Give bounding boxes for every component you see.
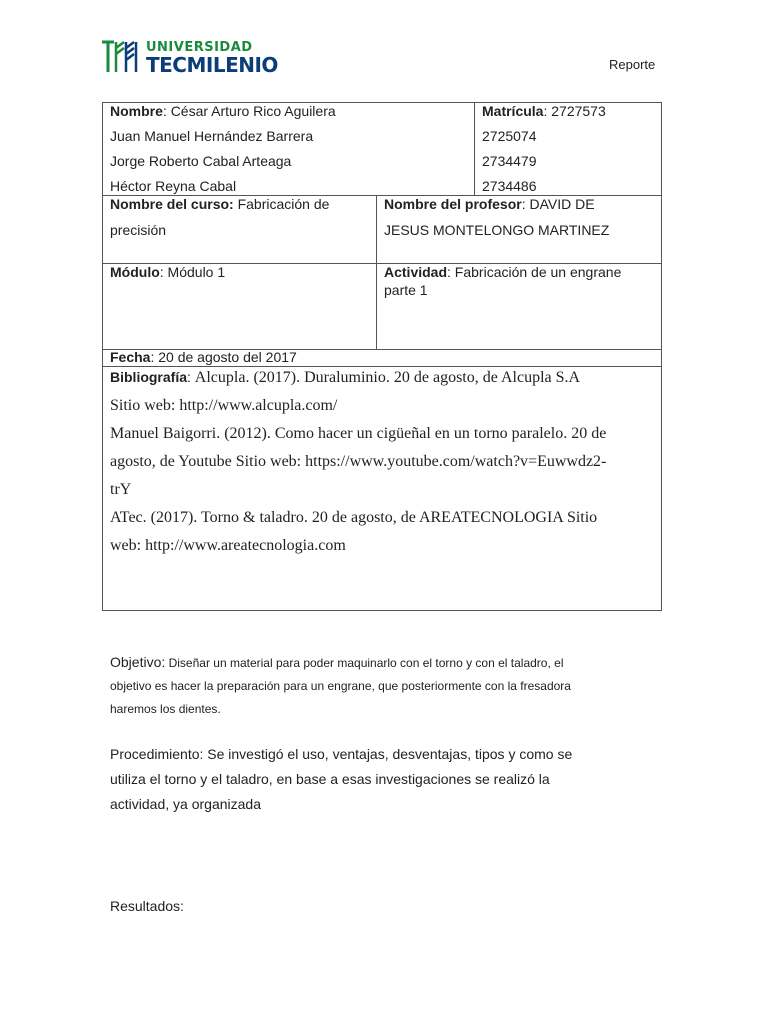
curso-value-2: precisión <box>110 222 167 238</box>
objetivo-section <box>110 650 650 721</box>
fecha-label: Fecha <box>110 349 151 365</box>
nombre-2: Juan Manuel Hernández Barrera <box>110 128 314 144</box>
objetivo-label: Objetivo: <box>110 654 166 670</box>
biblio-line-5: trY <box>110 481 132 498</box>
logo-text-top: UNIVERSIDAD <box>146 40 253 55</box>
col-divider <box>376 195 377 350</box>
procedimiento-line-3: actividad, ya organizada <box>110 796 261 812</box>
curso-label: Nombre del curso: <box>110 196 234 212</box>
nombre-label: Nombre <box>110 103 163 119</box>
biblio-line-7: web: http://www.areatecnologia.com <box>110 537 346 554</box>
matricula-2: 2725074 <box>482 128 537 144</box>
actividad-value-2: parte 1 <box>384 282 428 298</box>
nombre-3: Jorge Roberto Cabal Arteaga <box>110 153 292 169</box>
matricula-4: 2734486 <box>482 178 537 194</box>
modulo-label: Módulo <box>110 264 160 280</box>
profesor-value-1: DAVID DE <box>529 196 595 212</box>
objetivo-line-1: Diseñar un material para poder maquinarlo con el torno y con el taladro, el <box>168 656 564 670</box>
curso-value-1: Fabricación de <box>237 196 330 212</box>
procedimiento-line-2: utiliza el torno y el taladro, en base a esas investigaciones se realizó la <box>110 771 550 787</box>
modulo-value: Módulo 1 <box>167 264 226 280</box>
procedimiento-line-1: Procedimiento: Se investigó el uso, ventajas, desventajas, tipos y como se <box>110 746 573 762</box>
matricula-cell: Matrícula: 2727573 2725074 2734479 2734486 <box>482 99 606 199</box>
bibliografia-label: Bibliografía <box>110 369 188 385</box>
fecha-value: 20 de agosto del 2017 <box>158 349 297 365</box>
logo-text-bottom: TECMILENIO <box>146 53 278 77</box>
biblio-line-4: agosto, de Youtube Sitio web: https://www.youtube.com/watch?v=Euwwdz2- <box>110 453 607 470</box>
nombre-1: César Arturo Rico Aguilera <box>170 103 336 119</box>
fecha-cell: Fecha: 20 de agosto del 2017 <box>110 349 297 365</box>
modulo-cell: Módulo: Módulo 1 <box>110 264 226 280</box>
resultados-label: Resultados: <box>110 898 184 914</box>
biblio-line-3: Manuel Baigorri. (2012). Como hacer un cigüeñal en un torno paralelo. 20 de <box>110 425 607 442</box>
nombre-cell: Nombre: César Arturo Rico Aguilera Juan Manuel Hernández Barrera Jorge Roberto Cabal Arteaga Héctor Reyna Cabal <box>110 99 336 199</box>
profesor-cell: Nombre del profesor: DAVID DE JESUS MONTELONGO MARTINEZ <box>384 191 609 243</box>
curso-cell <box>110 191 329 243</box>
matricula-label: Matrícula <box>482 103 544 119</box>
biblio-line-2: Sitio web: http://www.alcupla.com/ <box>110 397 338 414</box>
profesor-label: Nombre del profesor <box>384 196 522 212</box>
profesor-value-2: JESUS MONTELONGO MARTINEZ <box>384 222 610 238</box>
objetivo-line-3: haremos los dientes. <box>110 702 221 716</box>
matricula-3: 2734479 <box>482 153 537 169</box>
biblio-line-6: ATec. (2017). Torno & taladro. 20 de agosto, de AREATECNOLOGIA Sitio <box>110 509 598 526</box>
col-divider <box>474 102 475 196</box>
nombre-4: Héctor Reyna Cabal <box>110 178 237 194</box>
objetivo-line-2: objetivo es hacer la preparación para un engrane, que posteriormente con la fresadora <box>110 679 571 693</box>
actividad-cell: Actividad: Fabricación de un engrane parte 1 <box>384 264 622 298</box>
matricula-1: 2727573 <box>551 103 606 119</box>
biblio-line-1: Alcupla. (2017). Duraluminio. 20 de agosto, de Alcupla S.A <box>194 369 581 386</box>
report-label: Reporte <box>609 57 656 72</box>
university-logo <box>100 38 300 78</box>
bibliografia-cell: Bibliografía: Alcupla. (2017). Duraluminio. 20 de agosto, de Alcupla S.A Sitio web: http://www.alcupla.com/ Manuel Baigorri. (2012). Como hacer un cigüeñal en un torno paralelo. 20 de agosto, de Youtube Sitio web: https://www.youtube.com/watch?v=Euwwdz2- trY ATec. (2017). Torno & taladro. 20 de agosto, de AREATECNOLOGIA Sitio web: http://www.areatecnologia.com <box>110 363 655 560</box>
logo-icon <box>100 38 144 76</box>
actividad-label: Actividad <box>384 264 448 280</box>
actividad-value-1: Fabricación de un engrane <box>454 264 622 280</box>
procedimiento-section <box>110 742 650 817</box>
